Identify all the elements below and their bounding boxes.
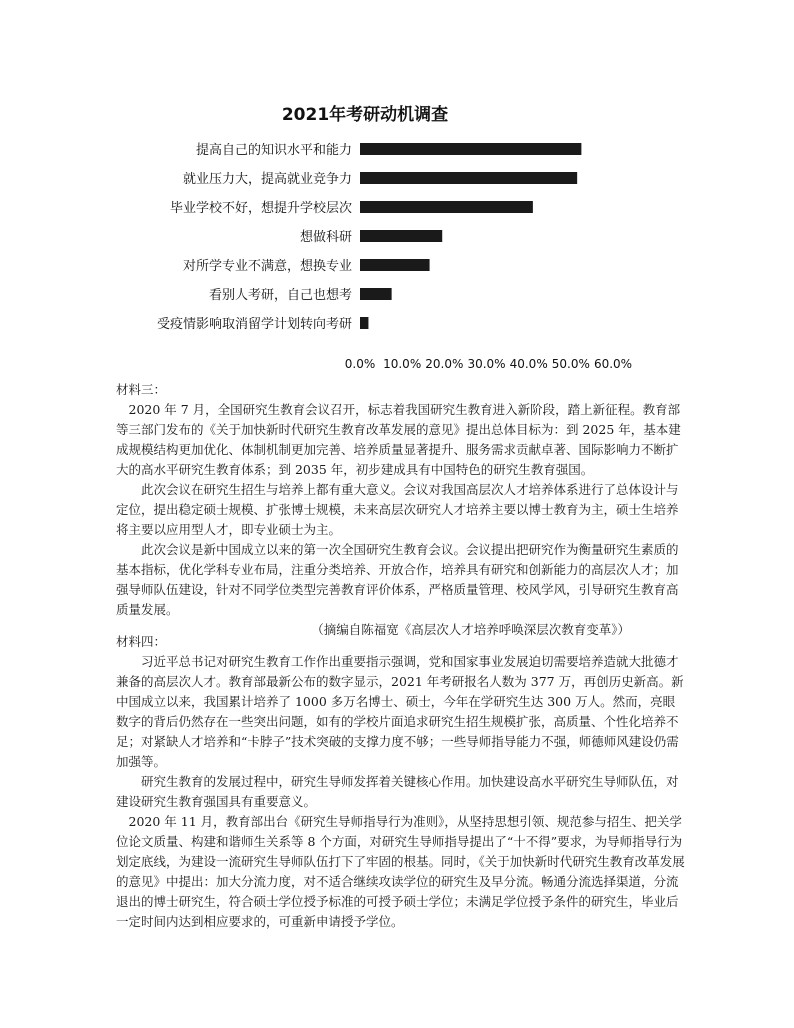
- material-three-paragraph-2: 此次会议在研究生招生与培养上都有重大意义。会议对我国高层次人才培养体系进行了总体设计与定位，提出稳定硕士规模、扩张博士规模，未来高层次研究人才培养主要以博士教育为主，硕士生培养将主要以应用型人才，即专业硕士为主。: [116, 482, 679, 537]
- category-label: 就业压力大，提高就业竞争力: [182, 172, 352, 187]
- material-three-paragraph-3: 此次会议是新中国成立以来的第一次全国研究生教育会议。会议提出把研究作为衡量研究生素质的基本指标，优化学科专业布局，注重分类培养、开放合作，培养具有研究和创新能力的高层次人才；加强导师队伍建设，针对不同学位类型完善教育评价体系，严格质量管理、校风学风，引导研究生教育高质量发展。: [116, 542, 679, 617]
- category-label: 毕业学校不好，想提升学校层次: [169, 201, 352, 216]
- x-tick-label: 50.0%: [551, 357, 590, 371]
- material-three-paragraph-1: 2020 年 7 月，全国研究生教育会议召开，标志着我国研究生教育进入新阶段，踏上新征程。教育部等三部门发布的《关于加快新时代研究生教育改革发展的意见》提出总体目标为：到 2025 年，基本建成规模结构更加优化、体制机制更加完善、培养质量显著提升、服务需求贡献卓著、国际影响力不断扩大的高水平研究生教育体系；到 2035 年，初步建成具有中国特色的研究生教育强国。: [116, 402, 681, 477]
- bar: [360, 259, 430, 271]
- category-label: 受疫情影响取消留学计划转向考研: [156, 317, 352, 332]
- material-three-source: （摘编自陈福宽《高层次人才培养呼唤深层次教育变革》）: [311, 622, 630, 637]
- category-label: 对所学专业不满意，想换专业: [182, 259, 352, 274]
- material-four-heading: 材料四：: [116, 634, 167, 649]
- motivation-bar-chart: [120, 92, 680, 382]
- category-label: 看别人考研，自己也想考: [208, 288, 352, 303]
- x-tick-label: 40.0%: [509, 357, 548, 371]
- bar: [360, 201, 533, 213]
- chart-title: 2021年考研动机调查: [281, 105, 449, 125]
- x-tick-label: 0.0%: [344, 357, 376, 371]
- bar: [360, 230, 442, 242]
- bar: [360, 317, 368, 329]
- material-four-paragraph-1: 习近平总书记对研究生教育工作作出重要指示强调，党和国家事业发展迫切需要培养造就大批德才兼备的高层次人才。教育部最新公布的数字显示，2021 年考研报名人数为 377 万，再创历史新高。新中国成立以来，我国累计培养了 1000 多万名博士、硕士，今年在学研究生达 300 万人。然而，亮眼数字的背后仍然存在一些突出问题，如有的学校片面追求研究生招生规模扩张，高质量、个性化培养不足；对紧缺人才培养和“卡脖子”技术突破的支撑力度不够；一些导师指导能力不强，师德师风建设仍需加强等。: [116, 654, 684, 769]
- material-four-paragraph-3: 2020 年 11 月，教育部出台《研究生导师指导行为准则》，从坚持思想引领、规范参与招生、把关学位论文质量、构建和谐师生关系等 8 个方面，对研究生导师指导提出了“十不得”要求，为导师指导行为划定底线，为建设一流研究生导师队伍打下了牢固的根基。同时，《关于加快新时代研究生教育改革发展的意见》中提出：加大分流力度，对不适合继续攻读学位的研究生及早分流。畅通分流选择渠道，分流退出的博士研究生，符合硕士学位授予标准的可授予硕士学位；未满足学位授予条件的研究生，毕业后一定时间内达到相应要求的，可重新申请授予学位。: [116, 814, 685, 929]
- x-tick-label: 20.0%: [425, 357, 464, 371]
- bar: [360, 172, 577, 184]
- material-three-heading: 材料三：: [116, 382, 167, 397]
- category-label: 提高自己的知识水平和能力: [195, 143, 352, 158]
- x-tick-label: 10.0%: [383, 357, 422, 371]
- x-tick-label: 30.0%: [467, 357, 506, 371]
- material-four-paragraph-2: 研究生教育的发展过程中，研究生导师发挥着关键核心作用。加快建设高水平研究生导师队伍，对建设研究生教育强国具有重要意义。: [116, 774, 679, 809]
- category-label: 想做科研: [299, 230, 352, 245]
- material-four: [116, 632, 686, 932]
- material-three: [116, 380, 686, 640]
- bar: [360, 143, 581, 155]
- x-tick-label: 60.0%: [593, 357, 633, 371]
- bar: [360, 288, 392, 300]
